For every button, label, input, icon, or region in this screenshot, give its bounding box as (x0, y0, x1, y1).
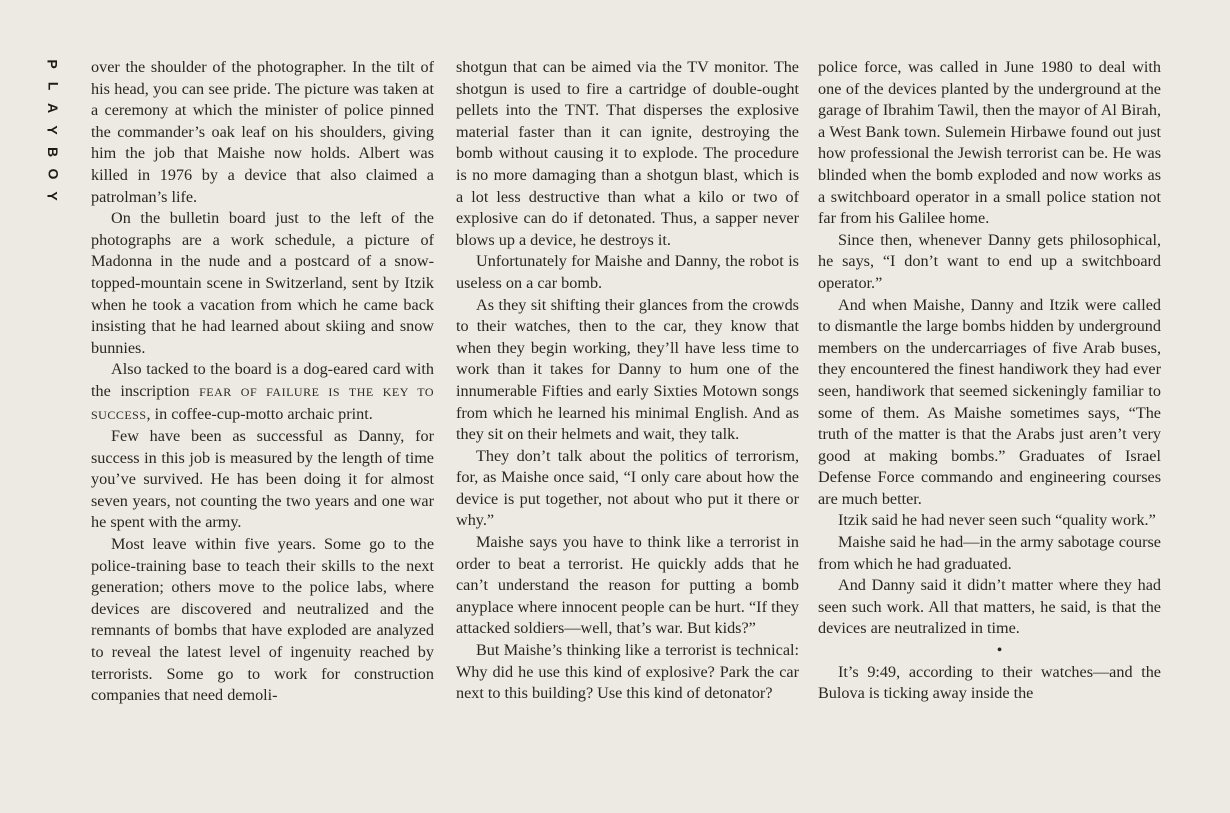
paragraph (91, 359, 434, 426)
paragraph: Few have been as successful as Danny, for success in this job is measured by the length of time you’ve survived. He has been doing it for almost seven years, not counting the two years and one war he spent with the army. (91, 427, 434, 532)
paragraph: But Maishe’s thinking like a terrorist is technical: Why did he use this kind of explosive? Park the car next to this building? Use this kind of detonator? (456, 641, 799, 703)
paragraph: shotgun that can be aimed via the TV monitor. The shotgun is used to fire a cartridge of double-ought pellets into the TNT. That disperses the explosive material faster than it can ignite, destroying the bomb without causing it to explode. The procedure is no more damaging than a shotgun blast, which is a lot less destructive than what a kilo or two of explosive can do if detonated. Thus, a sapper never blows up a device, he destroys it. (456, 58, 799, 249)
paragraph: On the bulletin board just to the left of the photographs are a work schedule, a picture of Madonna in the nude and a postcard of a snow-topped-mountain scene in Switzerland, sent by Itzik when he took a vacation from which he came back insisting that he had learned about skiing and snow bunnies. (91, 209, 434, 357)
paragraph: Maishe said he had—in the army sabotage course from which he had graduated. (818, 533, 1161, 573)
section-separator-bullet: • (996, 642, 1003, 660)
paragraph: Itzik said he had never seen such “quality work.” (838, 511, 1156, 530)
text-column-1 (91, 57, 434, 707)
paragraph: Since then, whenever Danny gets philosophical, he says, “I don’t want to end up a switchboard operator.” (818, 230, 1161, 292)
paragraph: And when Maishe, Danny and Itzik were called to dismantle the large bombs hidden by underground members on the undercarriages of five Arab buses, they encountered the finest handiwork they had ever seen, handiwork that seemed sickeningly familiar to some of them. As Maishe sometimes says, “The truth of the matter is that the Arabs just aren’t very good at making bombs.” Graduates of Israel Defense Force commando and engineering courses are much better. (818, 295, 1161, 508)
paragraph-text: , in coffee-cup-motto archaic print. (146, 404, 373, 423)
paragraph: It’s 9:49, according to their watches—and the Bulova is ticking away inside the (818, 662, 1161, 703)
masthead-letter: L (45, 81, 61, 91)
masthead-letter: Y (45, 125, 61, 135)
masthead-letter: P (45, 59, 61, 69)
paragraph: Unfortunately for Maishe and Danny, the robot is useless on a car bomb. (456, 252, 799, 292)
paragraph: over the shoulder of the photographer. In the tilt of his head, you can see pride. The picture was taken at a ceremony at which the minister of police pinned the commander’s oak leaf on his shoulders, giving him the job that Maishe now holds. Albert was killed in 1976 by a device that also claimed a patrolman’s life. (91, 58, 434, 206)
text-column-3 (818, 57, 1161, 705)
masthead-letter: A (45, 102, 61, 114)
text-column-2 (456, 57, 799, 705)
paragraph: Maishe says you have to think like a terrorist in order to beat a terrorist. He quickly adds that he can’t understand the reason for putting a bomb anyplace where innocent people can be hurt. “If they attacked soldiers—well, that’s war. But kids?” (456, 533, 799, 638)
magazine-masthead (40, 56, 66, 204)
paragraph: police force, was called in June 1980 to deal with one of the devices planted by the underground at the garage of Ibrahim Tawil, then the mayor of Al Birah, a West Bank town. Sulemein Hirbawe found out just how professional the Jewish terrorist can be. He was blinded when the bomb exploded and now works as a switchboard operator in a small police station not far from his Galilee home. (818, 58, 1161, 228)
masthead-letter: O (44, 168, 61, 180)
paragraph: As they sit shifting their glances from the crowds to their watches, then to the car, they know that when they begin working, they’ll have less time to work than it takes for Danny to hum one of the innumerable Fifties and early Sixties Motown songs from which he learned his minimal English. And as they sit on their helmets and wait, they talk. (456, 295, 799, 444)
paragraph: Most leave within five years. Some go to the police-training base to teach their skills to the next generation; others move to the police labs, where devices are discovered and neutralized and the remnants of bombs that have exploded are analyzed to reveal the latest level of ingenuity reached by terrorists. Some go to work for construction companies that need demoli- (91, 535, 434, 705)
inscription-small-caps: FEAR OF FAILURE IS THE KEY TO SUCCESS (91, 384, 434, 422)
masthead-letter: Y (45, 191, 61, 201)
paragraph-text: Also tacked to the board is a dog-eared card with the inscription (91, 360, 434, 400)
masthead-letter: B (45, 146, 61, 158)
paragraph: They don’t talk about the politics of terrorism, for, as Maishe once said, “I only care about how the device is put together, not about who put it there or why.” (456, 446, 799, 530)
paragraph: And Danny said it didn’t matter where they had seen such work. All that matters, he said, is that the devices are neutralized in time. (818, 576, 1161, 638)
